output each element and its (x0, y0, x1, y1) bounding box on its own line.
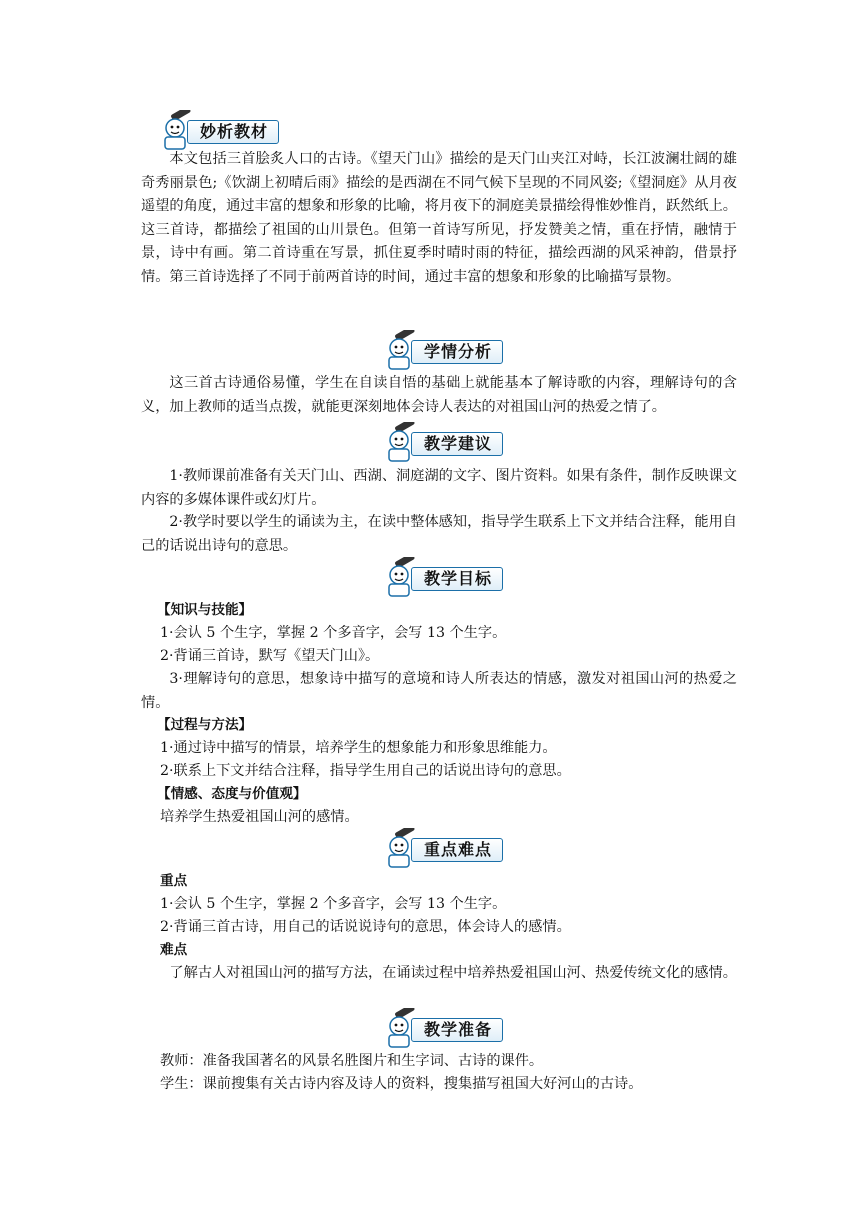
section-title: 重点难点 (411, 838, 503, 862)
pencil-mascot-icon (383, 1008, 417, 1048)
pencil-mascot-icon (383, 828, 417, 868)
list-item: 2·背诵三首古诗，用自己的话说说诗句的意思，体会诗人的感情。 (160, 919, 571, 935)
section-header-preparation (383, 1008, 503, 1048)
pencil-mascot-icon (159, 110, 193, 150)
list-item: 学生：课前搜集有关古诗内容及诗人的资料，搜集描写祖国大好河山的古诗。 (160, 1076, 643, 1092)
paragraph: 1·教师课前准备有关天门山、西湖、洞庭湖的文字、图片资料。如果有条件，制作反映课文内容的多媒体课件或幻灯片。 (141, 468, 737, 508)
section-header-learning-analysis (383, 330, 503, 370)
section-title: 教学建议 (411, 432, 503, 456)
list-item: 教师：准备我国著名的风景名胜图片和生字词、古诗的课件。 (160, 1053, 544, 1069)
section-title: 妙析教材 (187, 120, 279, 144)
paragraph: 2·教学时要以学生的诵读为主，在读中整体感知，指导学生联系上下文并结合注释，能用自己的话说出诗句的意思。 (141, 514, 737, 554)
section-header-teaching-suggestions (383, 422, 503, 462)
list-item: 2·联系上下文并结合注释，指导学生用自己的话说出诗句的意思。 (160, 763, 571, 779)
subheading: 【过程与方法】 (157, 717, 253, 733)
section-title: 学情分析 (411, 340, 503, 364)
section-header-analysis (159, 110, 279, 150)
subheading: 【知识与技能】 (157, 602, 253, 618)
list-item: 1·通过诗中描写的情景，培养学生的想象能力和形象思维能力。 (160, 740, 557, 756)
subheading: 【情感、态度与价值观】 (157, 786, 307, 802)
list-item: 培养学生热爱祖国山河的感情。 (160, 809, 359, 825)
paragraph: 3·理解诗句的意思，想象诗中描写的意境和诗人所表达的情感，激发对祖国山河的热爱之情。 (141, 671, 737, 711)
section-header-teaching-goals (383, 557, 503, 597)
pencil-mascot-icon (383, 557, 417, 597)
section-title: 教学目标 (411, 567, 503, 591)
paragraph: 这三首古诗通俗易懂，学生在自读自悟的基础上就能基本了解诗歌的内容，理解诗句的含义，加上教师的适当点拨，就能更深刻地体会诗人表达的对祖国山河的热爱之情了。 (141, 375, 737, 415)
list-item: 1·会认 5 个生字，掌握 2 个多音字，会写 13 个生字。 (160, 896, 507, 912)
section-header-key-points (383, 828, 503, 868)
list-item: 1·会认 5 个生字，掌握 2 个多音字，会写 13 个生字。 (160, 625, 507, 641)
section-title: 教学准备 (411, 1018, 503, 1042)
paragraph: 了解古人对祖国山河的描写方法，在诵读过程中培养热爱祖国山河、热爱传统文化的感情。 (169, 965, 737, 981)
subheading: 难点 (160, 942, 188, 958)
subheading: 重点 (160, 873, 188, 889)
pencil-mascot-icon (383, 330, 417, 370)
pencil-mascot-icon (383, 422, 417, 462)
paragraph: 本文包括三首脍炙人口的古诗。《望天门山》描绘的是天门山夹江对峙，长江波澜壮阔的雄奇秀丽景色;《饮湖上初晴后雨》描绘的是西湖在不同气候下呈现的不同风姿;《望洞庭》从月夜遥望的角度，通过丰富的想象和形象的比喻，将月夜下的洞庭美景描绘得惟妙惟肖，跃然纸上。这三首诗，都描绘了祖国的山川景色。但第一首诗写所见，抒发赞美之情，重在抒情，融情于景，诗中有画。第二首诗重在写景，抓住夏季时晴时雨的特征，描绘西湖的风采神韵，借景抒情。第三首诗选择了不同于前两首诗的时间，通过丰富的想象和形象的比喻描写景物。 (141, 151, 737, 285)
list-item: 2·背诵三首诗，默写《望天门山》。 (160, 648, 380, 664)
